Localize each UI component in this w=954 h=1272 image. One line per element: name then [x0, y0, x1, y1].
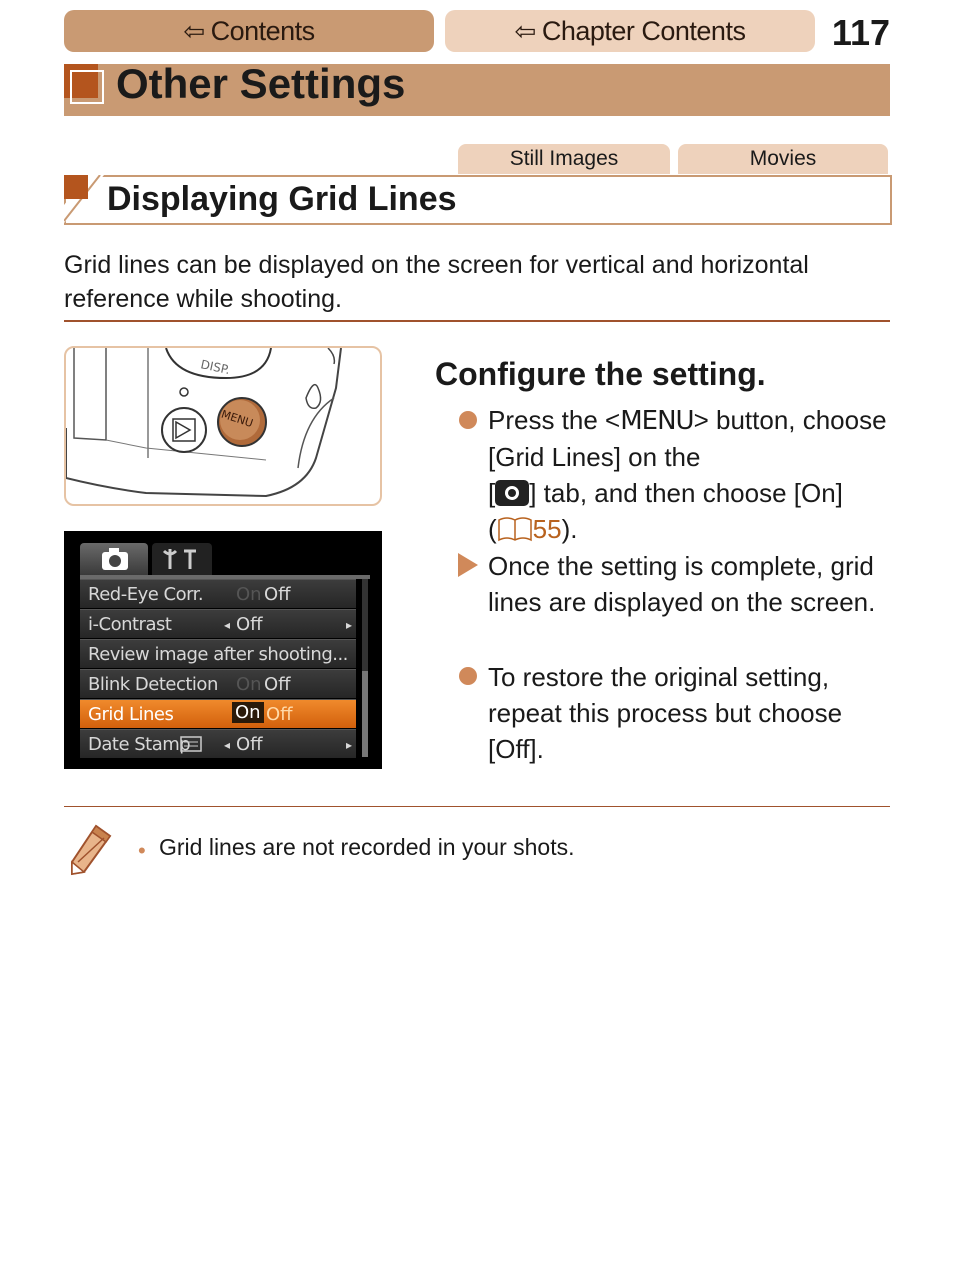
right-arrow-icon: ▸ — [346, 618, 353, 632]
contents-label: Contents — [210, 15, 315, 46]
bullet-dot-icon — [459, 667, 477, 685]
bullet-dot-icon — [459, 411, 477, 429]
menu-row-blink-detection: Blink Detection On Off — [80, 669, 356, 698]
step-bullet-1: Press the <MENU> button, choose [Grid Lines] on the [ ] tab, and then choose [On] ( 55). — [488, 405, 887, 544]
tab-movies: Movies — [678, 144, 888, 174]
date-stamp-icon — [180, 736, 202, 752]
page-title: Other Settings — [116, 60, 406, 107]
result-arrow-icon — [458, 553, 478, 577]
camera-back-drawing — [66, 348, 380, 504]
menu-scrollbar-thumb — [362, 671, 368, 757]
camera-icon — [80, 543, 148, 575]
camera-menu-screen — [64, 531, 382, 769]
step-title: Configure the setting. — [435, 356, 766, 392]
camera-illustration — [64, 346, 382, 506]
divider — [64, 320, 890, 322]
menu-row-red-eye: Red-Eye Corr. On Off — [80, 579, 356, 608]
shooting-tab — [80, 543, 148, 575]
chapter-contents-label: Chapter Contents — [541, 15, 746, 46]
menu-row-review-image: Review image after shooting... — [80, 639, 356, 668]
note-bullet: • — [138, 838, 146, 863]
note-text: Grid lines are not recorded in your shots. — [159, 834, 575, 860]
menu-button-glyph: MENU — [620, 406, 694, 436]
section-title: Displaying Grid Lines — [107, 180, 457, 218]
pencil-icon — [66, 822, 114, 878]
intro-paragraph: Grid lines can be displayed on the screen for vertical and horizontal reference while shooting. — [64, 251, 809, 313]
menu-row-i-contrast: i-Contrast ◂ Off ▸ — [80, 609, 356, 638]
title-marker-outline — [70, 70, 104, 104]
left-arrow-icon: ◂ — [224, 738, 231, 752]
left-arrow-icon: ◂ — [224, 618, 231, 632]
setup-tab — [152, 543, 212, 575]
camera-tab-icon — [495, 480, 529, 506]
step-bullet-3: To restore the original setting, repeat this process but choose [Off]. — [488, 662, 843, 764]
wrench-icon — [152, 543, 212, 575]
page-reference-link: 55 — [532, 514, 562, 544]
disp-label: DISP. — [199, 357, 232, 378]
tab-still-images: Still Images — [458, 144, 670, 174]
back-arrow-icon: ⇦ — [514, 15, 536, 46]
page-number: 117 — [831, 12, 890, 53]
chapter-contents-button[interactable] — [445, 10, 815, 52]
contents-button[interactable] — [64, 10, 434, 52]
divider — [64, 806, 890, 807]
menu-row-grid-lines-selected: Grid Lines On Off — [80, 699, 356, 728]
book-reference-icon — [497, 516, 533, 542]
section-marker — [64, 175, 88, 199]
right-arrow-icon: ▸ — [346, 738, 353, 752]
back-arrow-icon: ⇦ — [183, 15, 205, 46]
menu-row-date-stamp: Date Stamp ◂ Off ▸ — [80, 729, 356, 758]
step-bullet-2: Once the setting is complete, grid lines are displayed on the screen. — [488, 551, 876, 617]
menu-button-label: MENU — [219, 407, 255, 431]
